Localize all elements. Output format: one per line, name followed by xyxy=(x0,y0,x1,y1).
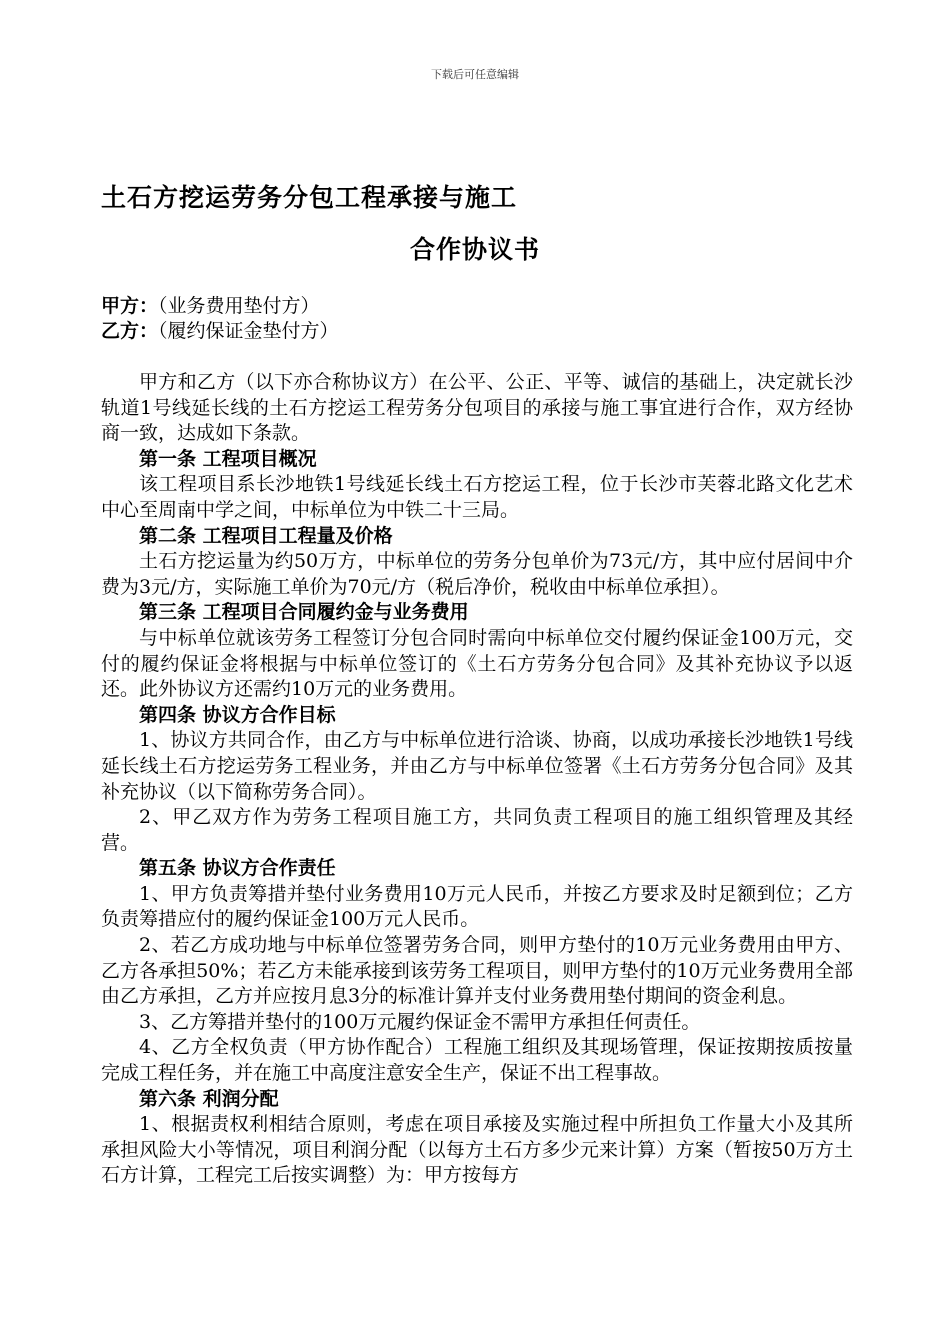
party-a xyxy=(101,294,339,319)
document-body xyxy=(101,370,853,1189)
article-5-paragraph-4: 4、乙方全权负责（甲方协作配合）工程施工组织及其现场管理，保证按期按质按量完成工程任务，并在施工中高度注意安全生产，保证不出工程事故。 xyxy=(101,1036,853,1085)
article-6-heading: 第六条 利润分配 xyxy=(139,1087,279,1110)
article-5-paragraph-1: 1、甲方负责筹措并垫付业务费用10万元人民币，并按乙方要求及时足额到位；乙方负责筹措应付的履约保证金100万元人民币。 xyxy=(101,882,853,931)
party-b-desc: （履约保证金垫付方） xyxy=(158,320,339,342)
article-1-paragraph-1: 该工程项目系长沙地铁1号线延长线土石方挖运工程，位于长沙市芙蓉北路文化艺术中心至周南中学之间，中标单位为中铁二十三局。 xyxy=(101,473,853,521)
article-4-heading: 第四条 协议方合作目标 xyxy=(139,703,336,726)
parties-block xyxy=(101,294,339,344)
article-6-paragraph-1: 1、根据责权利相结合原则，考虑在项目承接及实施过程中所担负工作量大小及其所承担风险大小等情况，项目利润分配（以每方土石方多少元来计算）方案（暂按50万方土石方计算，工程完工后按实调整）为：甲方按每方 xyxy=(101,1113,853,1187)
article-1-heading: 第一条 工程项目概况 xyxy=(139,447,317,470)
article-5-heading: 第五条 协议方合作责任 xyxy=(139,857,336,880)
party-b-label: 乙方： xyxy=(101,320,159,342)
party-a-label: 甲方： xyxy=(101,295,159,317)
article-4-paragraph-2: 2、甲乙双方作为劳务工程项目施工方，共同负责工程项目的施工组织管理及其经营。 xyxy=(101,806,853,854)
header-note: 下载后可任意编辑 xyxy=(431,68,519,81)
article-2-paragraph-1: 土石方挖运量为约50万方，中标单位的劳务分包单价为73元/方，其中应付居间中介费为3元/方，实际施工单价为70元/方（税后净价，税收由中标单位承担）。 xyxy=(101,550,853,598)
document-title-line1: 土石方挖运劳务分包工程承接与施工 xyxy=(101,183,518,212)
party-b xyxy=(101,319,339,344)
article-3-heading: 第三条 工程项目合同履约金与业务费用 xyxy=(139,601,469,624)
article-5-paragraph-3: 3、乙方筹措并垫付的100万元履约保证金不需甲方承担任何责任。 xyxy=(139,1010,701,1033)
article-3-paragraph-1: 与中标单位就该劳务工程签订分包合同时需向中标单位交付履约保证金100万元，交付的履约保证金将根据与中标单位签订的《土石方劳务分包合同》及其补充协议予以返还。此外协议方还需约10万元的业务费用。 xyxy=(101,626,853,701)
article-2-heading: 第二条 工程项目工程量及价格 xyxy=(139,524,393,547)
party-a-desc: （业务费用垫付方） xyxy=(158,295,320,317)
article-5-paragraph-2: 2、若乙方成功地与中标单位签署劳务合同，则甲方垫付的10万元业务费用由甲方、乙方各承担50%；若乙方未能承接到该劳务工程项目，则甲方垫付的10万元业务费用全部由乙方承担，乙方并应按月息3分的标准计算并支付业务费用垫付期间的资金利息。 xyxy=(101,934,853,1008)
intro-paragraph: 甲方和乙方（以下亦合称协议方）在公平、公正、平等、诚信的基础上，决定就长沙轨道1号线延长线的土石方挖运工程劳务分包项目的承接与施工事宜进行合作，双方经协商一致，达成如下条款。 xyxy=(101,371,853,445)
article-4-paragraph-1: 1、协议方共同合作，由乙方与中标单位进行洽谈、协商，以成功承接长沙地铁1号线延长线土石方挖运劳务工程业务，并由乙方与中标单位签署《土石方劳务分包合同》及其补充协议（以下简称劳务合同）。 xyxy=(101,729,853,803)
document-title-line2: 合作协议书 xyxy=(409,235,540,264)
